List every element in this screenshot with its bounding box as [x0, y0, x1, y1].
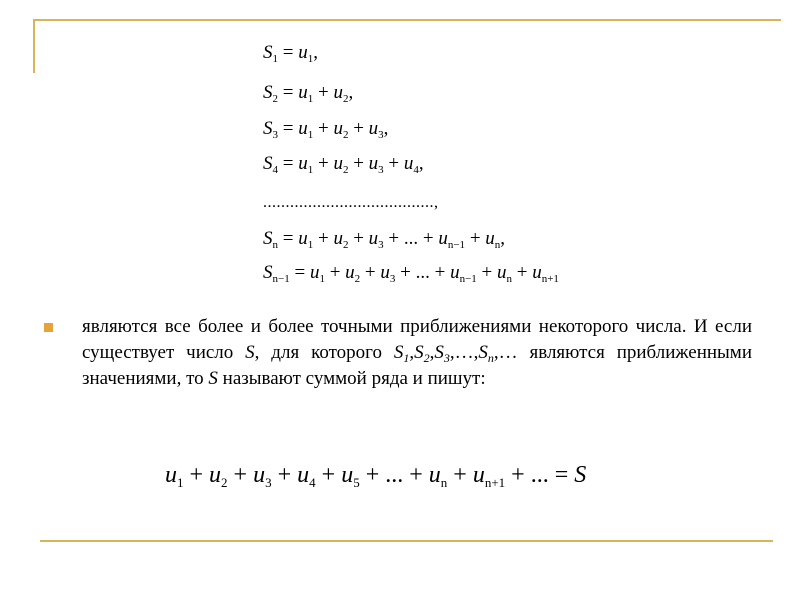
series-term	[298, 82, 313, 103]
variable: u	[368, 153, 379, 174]
equation-ellipsis-row	[263, 190, 439, 216]
series-term	[298, 228, 313, 249]
plus-sign: +	[313, 228, 334, 249]
variable: u	[209, 462, 222, 488]
series-term	[450, 262, 477, 283]
variable: u	[368, 118, 379, 139]
variable: u	[253, 462, 266, 488]
partial-sum-symbol	[263, 82, 278, 103]
comma: ,	[409, 342, 415, 363]
variable: u	[485, 228, 495, 249]
comma: ,	[500, 228, 506, 249]
subscript: n	[272, 239, 278, 251]
variable: S	[414, 342, 424, 363]
equation-row	[263, 40, 318, 66]
equation-row	[263, 226, 505, 252]
series-term	[165, 462, 184, 488]
plus-sign: +	[465, 228, 486, 249]
equals-sign: =	[278, 153, 299, 174]
subscript: 3	[378, 129, 384, 141]
plus-sign: +	[360, 262, 381, 283]
equation-row	[263, 151, 424, 177]
plus-sign: +	[315, 462, 342, 488]
subscript: n	[494, 239, 501, 251]
subscript: 2	[342, 129, 349, 141]
variable: u	[297, 462, 310, 488]
subscript: 1	[307, 239, 314, 251]
subscript: 4	[309, 475, 316, 490]
plus-sign: +	[429, 262, 451, 283]
variable: u	[403, 153, 414, 174]
subscript: 2	[342, 239, 349, 251]
variable: u	[165, 462, 177, 488]
ellipsis: …	[454, 342, 474, 363]
plus-sign: +	[227, 462, 254, 488]
series-term	[333, 82, 348, 103]
partial-sum-symbol	[263, 153, 278, 174]
series-term	[297, 462, 316, 488]
sequence-term	[414, 342, 430, 363]
series-term	[333, 228, 348, 249]
subscript: 1	[307, 53, 314, 65]
equals-sign: =	[278, 42, 299, 63]
sequence-term	[478, 342, 494, 363]
series-term	[341, 462, 360, 488]
comma: ,	[313, 42, 318, 63]
plus-sign: +	[183, 462, 210, 488]
subscript: 2	[423, 351, 430, 365]
series-term	[473, 462, 505, 488]
series-sum-symbol: S	[574, 462, 587, 488]
series-term	[298, 42, 313, 63]
variable: u	[341, 462, 354, 488]
paragraph-text-4: называют суммой ряда и пишут:	[217, 368, 486, 389]
series-term	[531, 462, 549, 488]
plus-sign: +	[348, 118, 369, 139]
variable: S	[263, 118, 273, 139]
subscript: n	[487, 351, 494, 365]
variable: u	[438, 228, 448, 249]
subscript: 2	[342, 164, 349, 176]
variable: u	[298, 42, 308, 63]
subscript: n	[440, 475, 448, 490]
variable: u	[298, 118, 308, 139]
series-term	[369, 228, 384, 249]
plus-sign: +	[512, 262, 533, 283]
ellipsis: ...	[403, 228, 419, 249]
plus-sign: +	[313, 118, 334, 139]
ellipsis: ...	[530, 462, 549, 488]
series-term	[209, 462, 228, 488]
plus-sign: +	[324, 262, 346, 283]
body-paragraph	[82, 314, 752, 392]
subscript: n+1	[541, 273, 559, 285]
subscript: 2	[354, 273, 361, 285]
subscript: 3	[389, 273, 396, 285]
subscript: 3	[378, 239, 384, 251]
variable: u	[497, 262, 507, 283]
subscript: n−1	[459, 273, 477, 285]
plus-sign: +	[403, 462, 429, 488]
slide-frame-bottom	[40, 540, 773, 542]
variable: S	[263, 42, 273, 63]
variable: u	[298, 228, 308, 249]
subscript: 1	[177, 475, 184, 490]
variable: u	[333, 153, 343, 174]
ellipsis: …	[498, 342, 518, 363]
variable: S	[263, 262, 273, 283]
variable: u	[298, 153, 308, 174]
subscript: 1	[307, 129, 314, 141]
subscript: 1	[272, 53, 278, 65]
plus-sign: +	[395, 262, 416, 283]
subscript: 3	[272, 129, 278, 141]
variable: u	[450, 262, 460, 283]
comma: ,	[473, 342, 479, 363]
series-term	[438, 228, 465, 249]
series-term	[253, 462, 272, 488]
slide-frame-top	[33, 19, 781, 21]
variable: u	[333, 82, 343, 103]
subscript: 1	[403, 351, 410, 365]
plus-sign: +	[505, 462, 531, 488]
series-term	[369, 118, 384, 139]
partial-sum-symbol	[263, 262, 290, 283]
subscript: 4	[272, 164, 278, 176]
ellipsis: ...	[385, 462, 404, 488]
subscript: 4	[413, 164, 419, 176]
partial-sum-symbol	[263, 118, 278, 139]
sequence-term	[499, 342, 518, 363]
plus-sign: +	[348, 153, 369, 174]
variable: S	[434, 342, 444, 363]
variable: S	[263, 82, 273, 103]
comma: ,	[383, 118, 389, 139]
series-term	[532, 262, 559, 283]
variable: u	[472, 462, 485, 488]
series-term	[380, 262, 395, 283]
plus-sign: +	[359, 462, 386, 488]
plus-sign: +	[418, 228, 439, 249]
variable: u	[428, 462, 441, 488]
paragraph-text-3: являются приближенными значениями, то	[82, 342, 752, 389]
series-term	[404, 228, 418, 249]
series-term	[404, 153, 419, 174]
series-term	[310, 262, 325, 283]
series-formula	[165, 462, 586, 489]
subscript: n+1	[484, 475, 506, 490]
subscript: 2	[221, 475, 228, 490]
series-term	[485, 228, 500, 249]
plus-sign: +	[383, 228, 404, 249]
subscript: 1	[307, 164, 314, 176]
series-term	[298, 118, 313, 139]
slide-frame-left	[33, 19, 35, 73]
equals-sign: =	[278, 82, 299, 103]
variable: u	[333, 118, 343, 139]
series-term	[416, 262, 430, 283]
equals-sign: =	[548, 462, 575, 488]
variable: S	[393, 342, 404, 363]
subscript: n	[506, 273, 512, 285]
comma: ,	[493, 342, 499, 363]
variable: S	[263, 228, 273, 249]
plus-sign: +	[313, 82, 334, 103]
ellipsis: ...	[415, 262, 430, 283]
partial-sum-symbol	[263, 42, 278, 63]
subscript: 1	[307, 93, 314, 105]
subscript: 3	[265, 475, 272, 490]
equation-row	[263, 80, 353, 106]
dots-text: ......................................,	[263, 194, 439, 211]
partial-sum-sequence	[394, 342, 518, 363]
subscript: 5	[353, 475, 360, 490]
subscript: n−1	[447, 239, 466, 251]
subscript: 3	[378, 164, 384, 176]
comma: ,	[449, 342, 455, 363]
equals-sign: =	[278, 118, 299, 139]
equation-row	[263, 260, 559, 286]
plus-sign: +	[383, 153, 404, 174]
variable: u	[309, 262, 320, 283]
series-term	[333, 153, 348, 174]
series-term	[345, 262, 360, 283]
plus-sign: +	[348, 228, 369, 249]
series-term	[385, 462, 403, 488]
series-term	[298, 153, 313, 174]
comma: ,	[348, 82, 354, 103]
sequence-term	[434, 342, 450, 363]
plus-sign: +	[271, 462, 298, 488]
series-term	[429, 462, 448, 488]
partial-sum-symbol	[263, 228, 278, 249]
paragraph-text-2: , для которого	[254, 342, 394, 363]
sequence-term	[394, 342, 410, 363]
symbol-s: S	[245, 342, 255, 363]
variable: S	[263, 153, 273, 174]
comma: ,	[418, 153, 424, 174]
subscript: 2	[342, 93, 349, 105]
paragraph-text-1: являются все более и более точными приближениями некоторого числа. И если существует число	[82, 316, 752, 363]
equals-sign: =	[289, 262, 310, 283]
series-term	[497, 262, 512, 283]
subscript: 3	[443, 351, 450, 365]
variable: u	[532, 262, 542, 283]
equation-row	[263, 116, 388, 142]
subscript: 1	[319, 273, 325, 285]
variable: u	[298, 82, 308, 103]
bullet-square-icon	[44, 323, 54, 333]
symbol-s: S	[208, 368, 218, 389]
plus-sign: +	[447, 462, 473, 488]
sequence-term	[455, 342, 474, 363]
plus-sign: +	[313, 153, 334, 174]
variable: u	[380, 262, 390, 283]
variable: u	[368, 228, 379, 249]
comma: ,	[429, 342, 435, 363]
equals-sign: =	[278, 228, 299, 249]
series-term	[333, 118, 348, 139]
subscript: n−1	[272, 273, 290, 285]
variable: u	[345, 262, 355, 283]
series-term	[369, 153, 384, 174]
subscript: 2	[272, 93, 278, 105]
variable: S	[478, 342, 488, 363]
variable: u	[333, 228, 343, 249]
plus-sign: +	[476, 262, 497, 283]
